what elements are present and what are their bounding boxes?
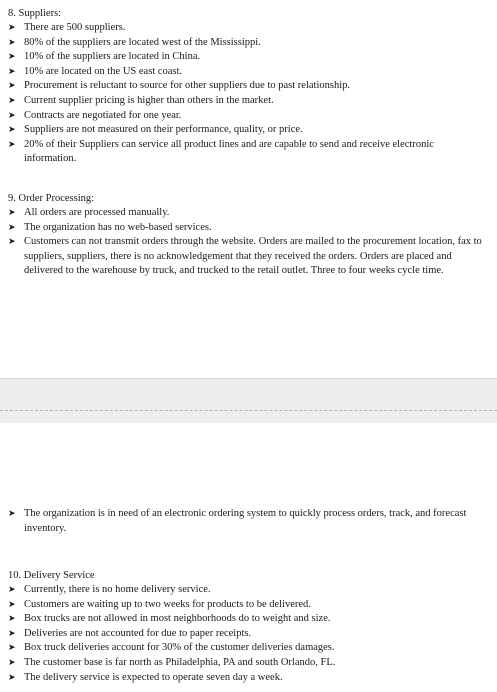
list-item bbox=[8, 36, 488, 51]
list-item-text: Suppliers are not measured on their performance, quality, or price. bbox=[24, 124, 303, 136]
section-heading-suppliers: 8. Suppliers: bbox=[8, 8, 62, 19]
list-item bbox=[8, 94, 488, 109]
arrowhead-bullet-icon: ➤ bbox=[8, 237, 16, 248]
list-item bbox=[8, 109, 488, 124]
list-item bbox=[8, 65, 488, 80]
arrowhead-bullet-icon: ➤ bbox=[8, 672, 16, 683]
list-item bbox=[8, 123, 488, 138]
list-item-text: Customers are waiting up to two weeks for products to be delivered. bbox=[24, 598, 311, 610]
page-break-line bbox=[0, 410, 497, 411]
list-item-text: The organization has no web-based services. bbox=[24, 221, 212, 233]
arrowhead-bullet-icon: ➤ bbox=[8, 599, 16, 610]
list-item-text: Box trucks are not allowed in most neighborhoods do to weight and size. bbox=[24, 613, 331, 625]
list-item-text: 10% are located on the US east coast. bbox=[24, 65, 183, 77]
list-item-text: The delivery service is expected to operate seven day a week. bbox=[24, 671, 283, 683]
arrowhead-bullet-icon: ➤ bbox=[8, 125, 16, 136]
list-item bbox=[8, 50, 488, 65]
list-item bbox=[8, 221, 488, 236]
list-item bbox=[8, 138, 488, 167]
list-item-text: 20% of their Suppliers can service all product lines and are capable to send and receive electronic information. bbox=[24, 138, 434, 165]
list-item bbox=[8, 641, 488, 656]
list-item-text: The organization is in need of an electronic ordering system to quickly process orders, track, and forecast inventory. bbox=[24, 508, 467, 534]
list-item-text: Contracts are negotiated for one year. bbox=[24, 109, 182, 121]
arrowhead-bullet-icon: ➤ bbox=[8, 52, 16, 63]
list-item-text: Currently, there is no home delivery service. bbox=[24, 584, 211, 595]
arrowhead-bullet-icon: ➤ bbox=[8, 509, 16, 519]
list-item-text: Current supplier pricing is higher than others in the market. bbox=[24, 94, 274, 106]
section-continuation bbox=[8, 507, 488, 536]
section-heading-order-processing: 9. Order Processing: bbox=[8, 193, 95, 204]
arrowhead-bullet-icon: ➤ bbox=[8, 23, 16, 33]
list-item bbox=[8, 671, 488, 686]
arrowhead-bullet-icon: ➤ bbox=[8, 66, 16, 77]
list-item bbox=[8, 206, 488, 221]
bullet-list-order-processing bbox=[8, 206, 488, 279]
list-item-text: 10% of the suppliers are located in China. bbox=[24, 51, 201, 63]
list-item-text: Box truck deliveries account for 30% of the customer deliveries damages. bbox=[24, 642, 335, 654]
list-item-text: Deliveries are not accounted for due to paper receipts. bbox=[24, 627, 252, 639]
list-item-text: All orders are processed manually. bbox=[24, 207, 170, 218]
arrowhead-bullet-icon: ➤ bbox=[8, 95, 16, 106]
arrowhead-bullet-icon: ➤ bbox=[8, 139, 16, 150]
section-delivery-service bbox=[8, 568, 488, 685]
section-heading-delivery-service: 10. Delivery Service bbox=[8, 570, 95, 581]
arrowhead-bullet-icon: ➤ bbox=[8, 585, 16, 595]
list-item bbox=[8, 583, 488, 598]
arrowhead-bullet-icon: ➤ bbox=[8, 37, 16, 48]
arrowhead-bullet-icon: ➤ bbox=[8, 208, 16, 218]
bullet-list-continuation bbox=[8, 507, 488, 536]
list-item bbox=[8, 235, 488, 279]
list-item-text: Procurement is reluctant to source for other suppliers due to past relationship. bbox=[24, 80, 350, 92]
list-item bbox=[8, 612, 488, 627]
list-item-text: There are 500 suppliers. bbox=[24, 22, 126, 33]
list-item bbox=[8, 79, 488, 94]
list-item-text: The customer base is far north as Philadelphia, PA and south Orlando, FL. bbox=[24, 656, 336, 668]
arrowhead-bullet-icon: ➤ bbox=[8, 81, 16, 92]
list-item-text: Customers can not transmit orders through the website. Orders are mailed to the procurement location, fax to suppliers, suppliers, there is no acknowledgement that they received the orders. Orders are placed and delivered to the warehouse by truck, and trucked to the retail outlet. Three to four weeks cycle time. bbox=[24, 236, 482, 277]
arrowhead-bullet-icon: ➤ bbox=[8, 657, 16, 668]
bullet-list-delivery-service bbox=[8, 583, 488, 685]
list-item bbox=[8, 598, 488, 613]
document-page-bottom bbox=[0, 423, 497, 692]
section-suppliers bbox=[8, 6, 488, 167]
list-item bbox=[8, 507, 488, 536]
section-order-processing bbox=[8, 191, 488, 279]
list-item bbox=[8, 21, 488, 36]
arrowhead-bullet-icon: ➤ bbox=[8, 110, 16, 121]
arrowhead-bullet-icon: ➤ bbox=[8, 614, 16, 625]
list-item bbox=[8, 627, 488, 642]
bullet-list-suppliers bbox=[8, 21, 488, 167]
page-gap bbox=[0, 378, 497, 424]
list-item bbox=[8, 656, 488, 671]
arrowhead-bullet-icon: ➤ bbox=[8, 643, 16, 654]
list-item-text: 80% of the suppliers are located west of the Mississippi. bbox=[24, 36, 261, 48]
arrowhead-bullet-icon: ➤ bbox=[8, 222, 16, 233]
arrowhead-bullet-icon: ➤ bbox=[8, 628, 16, 639]
